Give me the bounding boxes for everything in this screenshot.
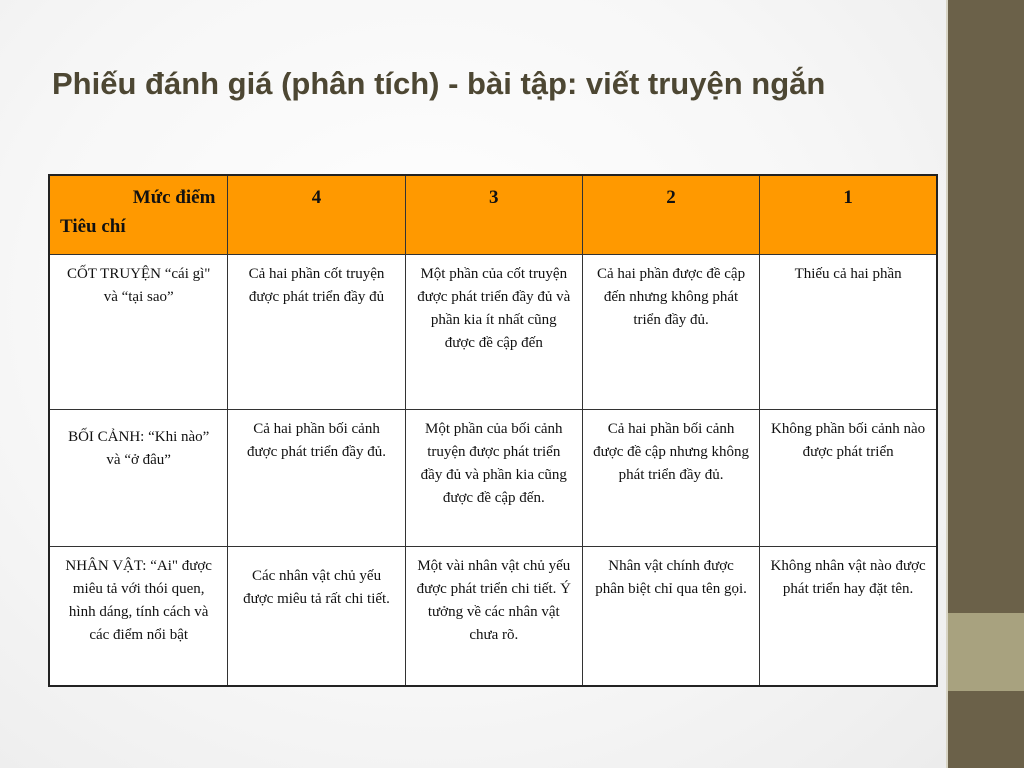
table-cell: Cả hai phần bối cảnh được đề cập nhưng không phát triển đầy đủ. xyxy=(582,410,759,547)
header-corner-cell xyxy=(49,175,228,255)
header-criteria-label: Tiêu chí xyxy=(60,216,126,237)
rubric-table xyxy=(48,174,938,687)
criterion-character: NHÂN VẬT: “Ai" được miêu tả với thói quen, hình dáng, tính cách và các điểm nổi bật xyxy=(49,547,228,687)
table-cell: Không phần bối cảnh nào được phát triển xyxy=(760,410,937,547)
side-bar-decoration-bottom xyxy=(948,691,1024,768)
header-score-label: Mức điểm xyxy=(132,187,216,208)
table-cell: Cả hai phần bối cảnh được phát triển đầy đủ. xyxy=(228,410,405,547)
slide-title: Phiếu đánh giá (phân tích) - bài tập: viết truyện ngắn xyxy=(52,66,826,101)
table-cell: Thiếu cả hai phần xyxy=(760,255,937,410)
side-bar-decoration-accent xyxy=(948,613,1024,691)
table-cell: Một vài nhân vật chủ yếu được phát triển chi tiết. Ý tưởng về các nhân vật chưa rõ. xyxy=(405,547,582,687)
table-header-row xyxy=(49,175,937,255)
header-score-2: 2 xyxy=(582,175,759,255)
table-row xyxy=(49,547,937,687)
table-cell: Một phần của cốt truyện được phát triển đầy đủ và phần kia ít nhất cũng được đề cập đến xyxy=(405,255,582,410)
table-cell: Các nhân vật chủ yếu được miêu tả rất chi tiết. xyxy=(228,547,405,687)
table-cell: Nhân vật chính được phân biệt chỉ qua tên gọi. xyxy=(582,547,759,687)
table-cell: Không nhân vật nào được phát triển hay đặt tên. xyxy=(760,547,937,687)
table-cell: Cả hai phần được đề cập đến nhưng không phát triển đầy đủ. xyxy=(582,255,759,410)
header-score-4: 4 xyxy=(228,175,405,255)
table-row xyxy=(49,410,937,547)
header-score-3: 3 xyxy=(405,175,582,255)
side-bar-decoration-top xyxy=(948,0,1024,613)
criterion-plot: CỐT TRUYỆN “cái gì" và “tại sao” xyxy=(49,255,228,410)
criterion-setting: BỐI CẢNH: “Khi nào” và “ở đâu” xyxy=(49,410,228,547)
header-score-1: 1 xyxy=(760,175,937,255)
table-cell: Cả hai phần cốt truyện được phát triển đầy đủ xyxy=(228,255,405,410)
table-cell: Một phần của bối cảnh truyện được phát triển đầy đủ và phần kia cũng được đề cập đến. xyxy=(405,410,582,547)
table-row xyxy=(49,255,937,410)
